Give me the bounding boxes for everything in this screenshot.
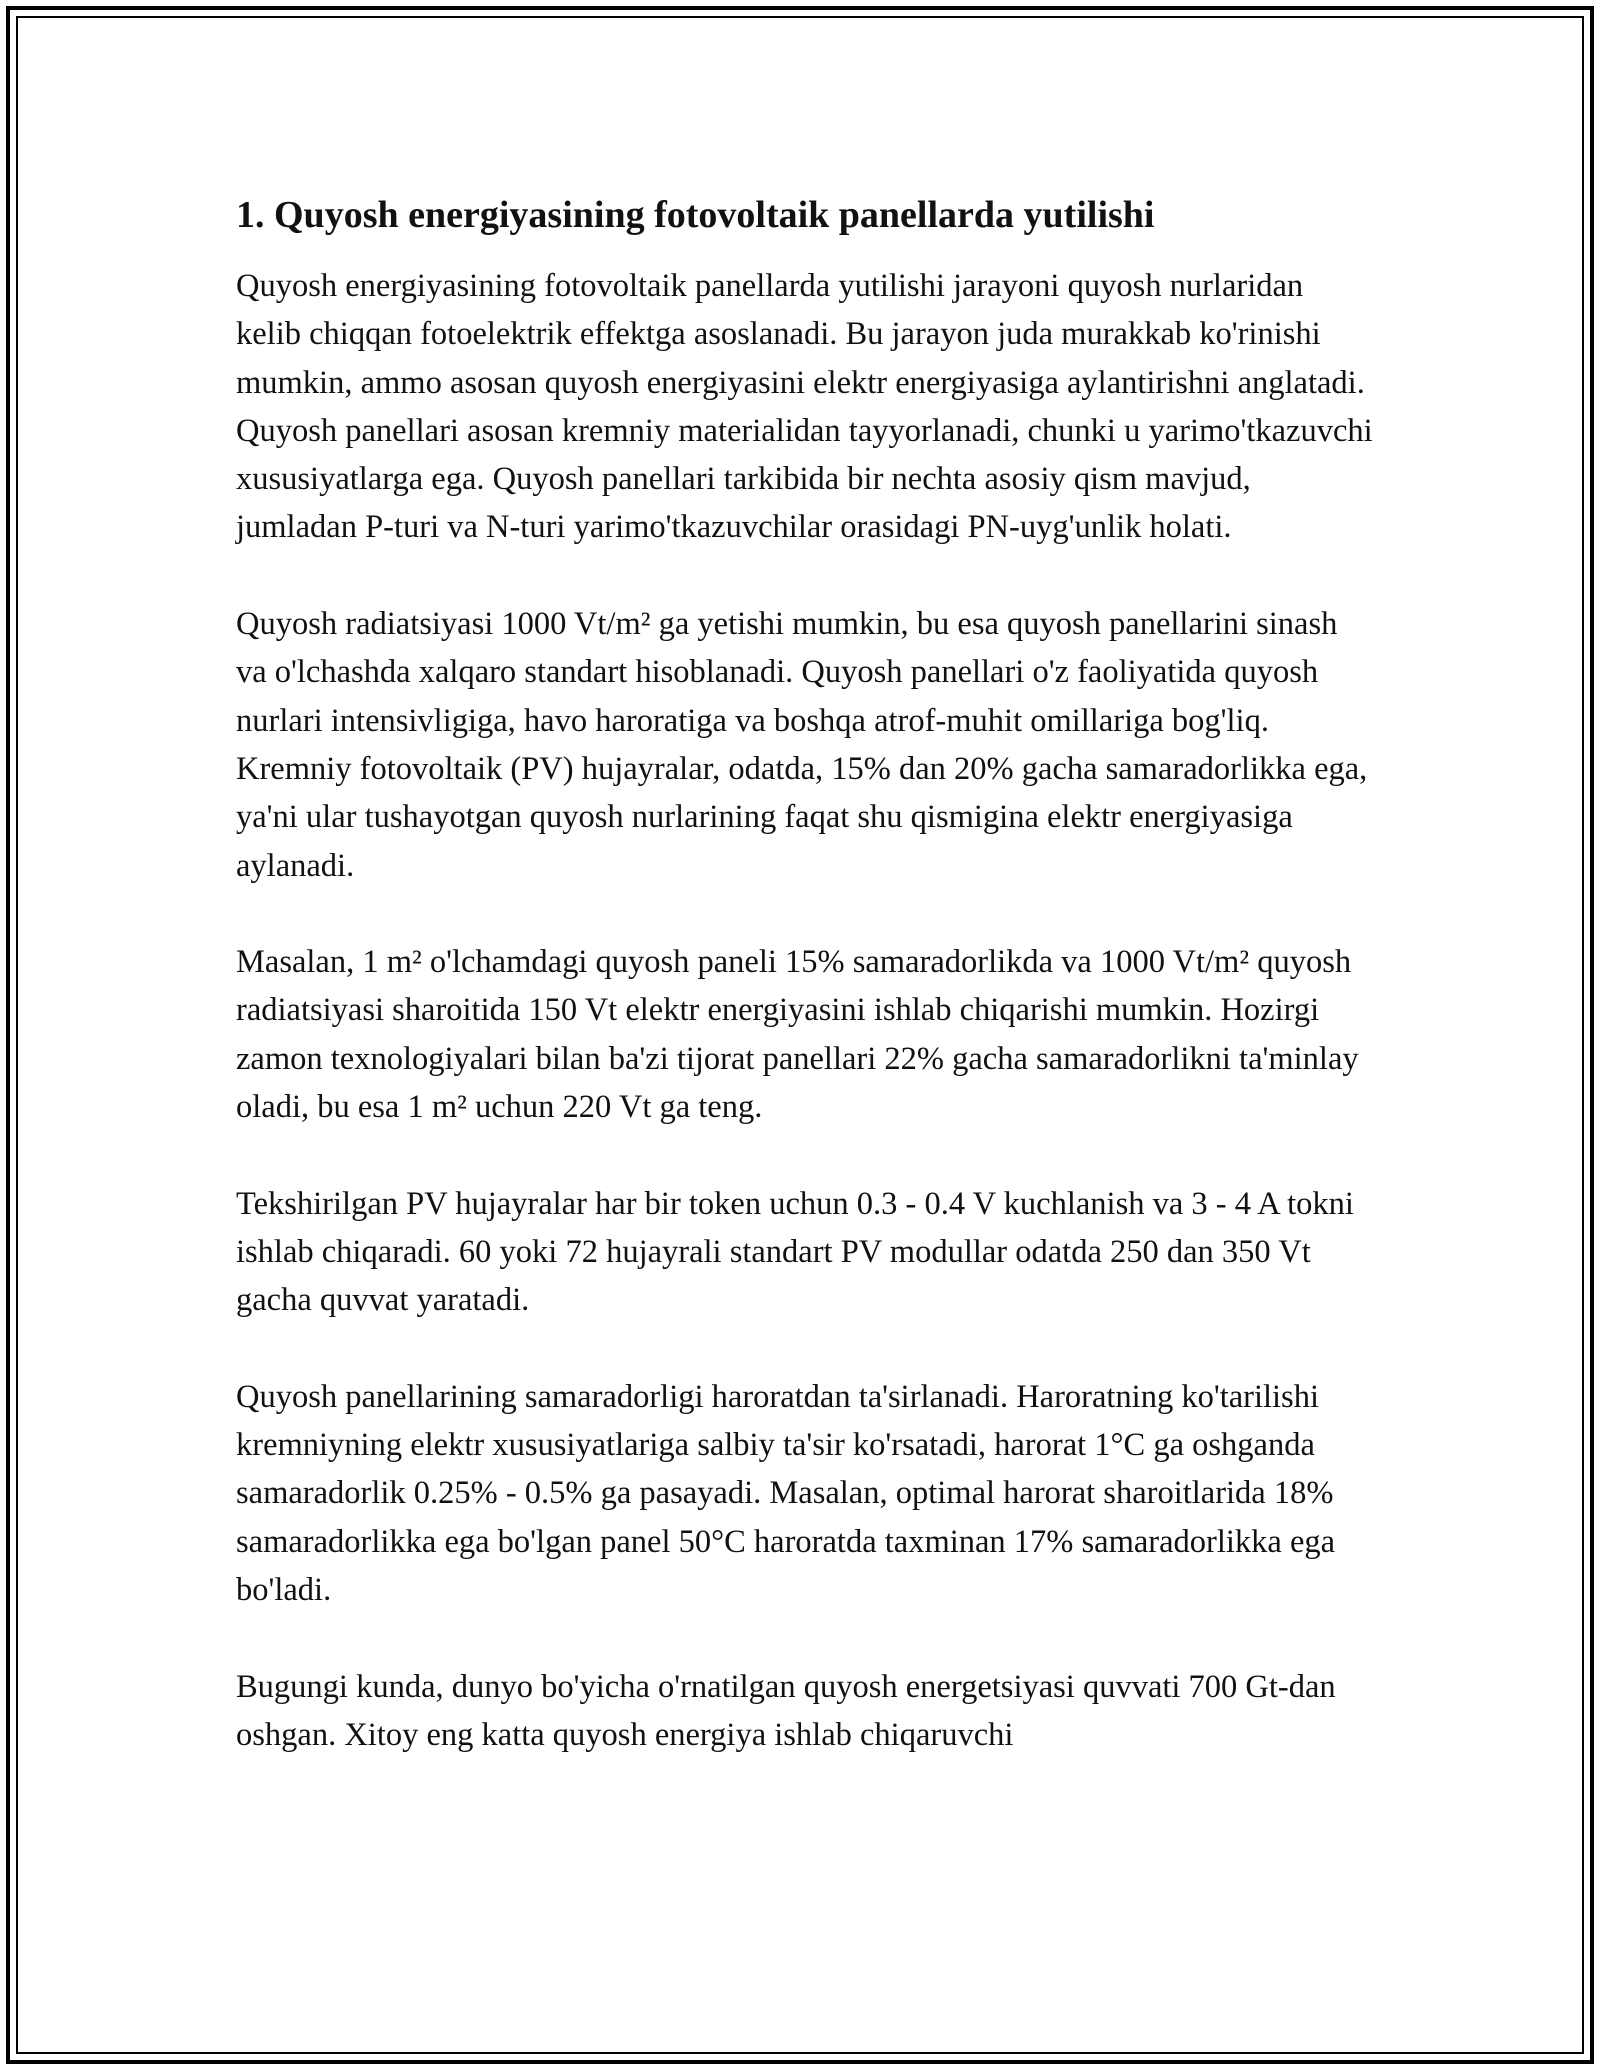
document-body xyxy=(236,188,1376,1759)
paragraph-3: Masalan, 1 m² o'lchamdagi quyosh paneli 15% samaradorlikda va 1000 Vt/m² quyosh radiatsiyasi sharoitida 150 Vt elektr energiyasini ishlab chiqarishi mumkin. Hozirgi zamon texnologiyalari bilan ba'zi tijorat panellari 22% gacha samaradorlikni ta'minlay oladi, bu esa 1 m² uchun 220 Vt ga teng. xyxy=(236,944,1359,1126)
paragraph-2: Quyosh radiatsiyasi 1000 Vt/m² ga yetishi mumkin, bu esa quyosh panellarini sinash va o'lchashda xalqaro standart hisoblanadi. Quyosh panellari o'z faoliyatida quyosh nurlari intensivligiga, havo haroratiga va boshqa atrof-muhit omillariga bog'liq. Kremniy fotovoltaik (PV) hujayralar, odatda, 15% dan 20% gacha samaradorlikka ega, ya'ni ular tushayotgan quyosh nurlarining faqat shu qismigina elektr energiyasiga aylanadi. xyxy=(236,606,1368,884)
paragraph-5: Quyosh panellarining samaradorligi haroratdan ta'sirlanadi. Haroratning ko'tarilishi kremniyning elektr xususiyatlariga salbiy ta'sir ko'rsatadi, harorat 1°C ga oshganda samaradorlik 0.25% - 0.5% ga pasayadi. Masalan, optimal harorat sharoitlarida 18% samaradorlikka ega bo'lgan panel 50°C haroratda taxminan 17% samaradorlikka ega bo'ladi. xyxy=(236,1378,1336,1609)
paragraph-1: Quyosh energiyasining fotovoltaik panellarda yutilishi jarayoni quyosh nurlaridan kelib chiqqan fotoelektrik effektga asoslanadi. Bu jarayon juda murakkab ko'rinishi mumkin, ammo asosan quyosh energiyasini elektr energiyasiga aylantirishni anglatadi. Quyosh panellari asosan kremniy materialidan tayyorlanadi, chunki u yarimo'tkazuvchi xususiyatlarga ega. Quyosh panellari tarkibida bir nechta asosiy qism mavjud, jumladan P-turi va N-turi yarimo'tkazuvchilar orasidagi PN-uyg'unlik holati. xyxy=(236,268,1373,546)
paragraph-4: Tekshirilgan PV hujayralar har bir token uchun 0.3 - 0.4 V kuchlanish va 3 - 4 A tokni ishlab chiqaradi. 60 yoki 72 hujayrali standart PV modullar odatda 250 dan 350 Vt gacha quvvat yaratadi. xyxy=(236,1185,1354,1319)
paragraph-6: Bugungi kunda, dunyo bo'yicha o'rnatilgan quyosh energetsiyasi quvvati 700 Gt-dan oshgan. Xitoy eng katta quyosh energiya ishlab chiqaruvchi xyxy=(236,1668,1336,1753)
section-heading: 1. Quyosh energiyasining fotovoltaik panellarda yutilishi xyxy=(236,194,1155,236)
